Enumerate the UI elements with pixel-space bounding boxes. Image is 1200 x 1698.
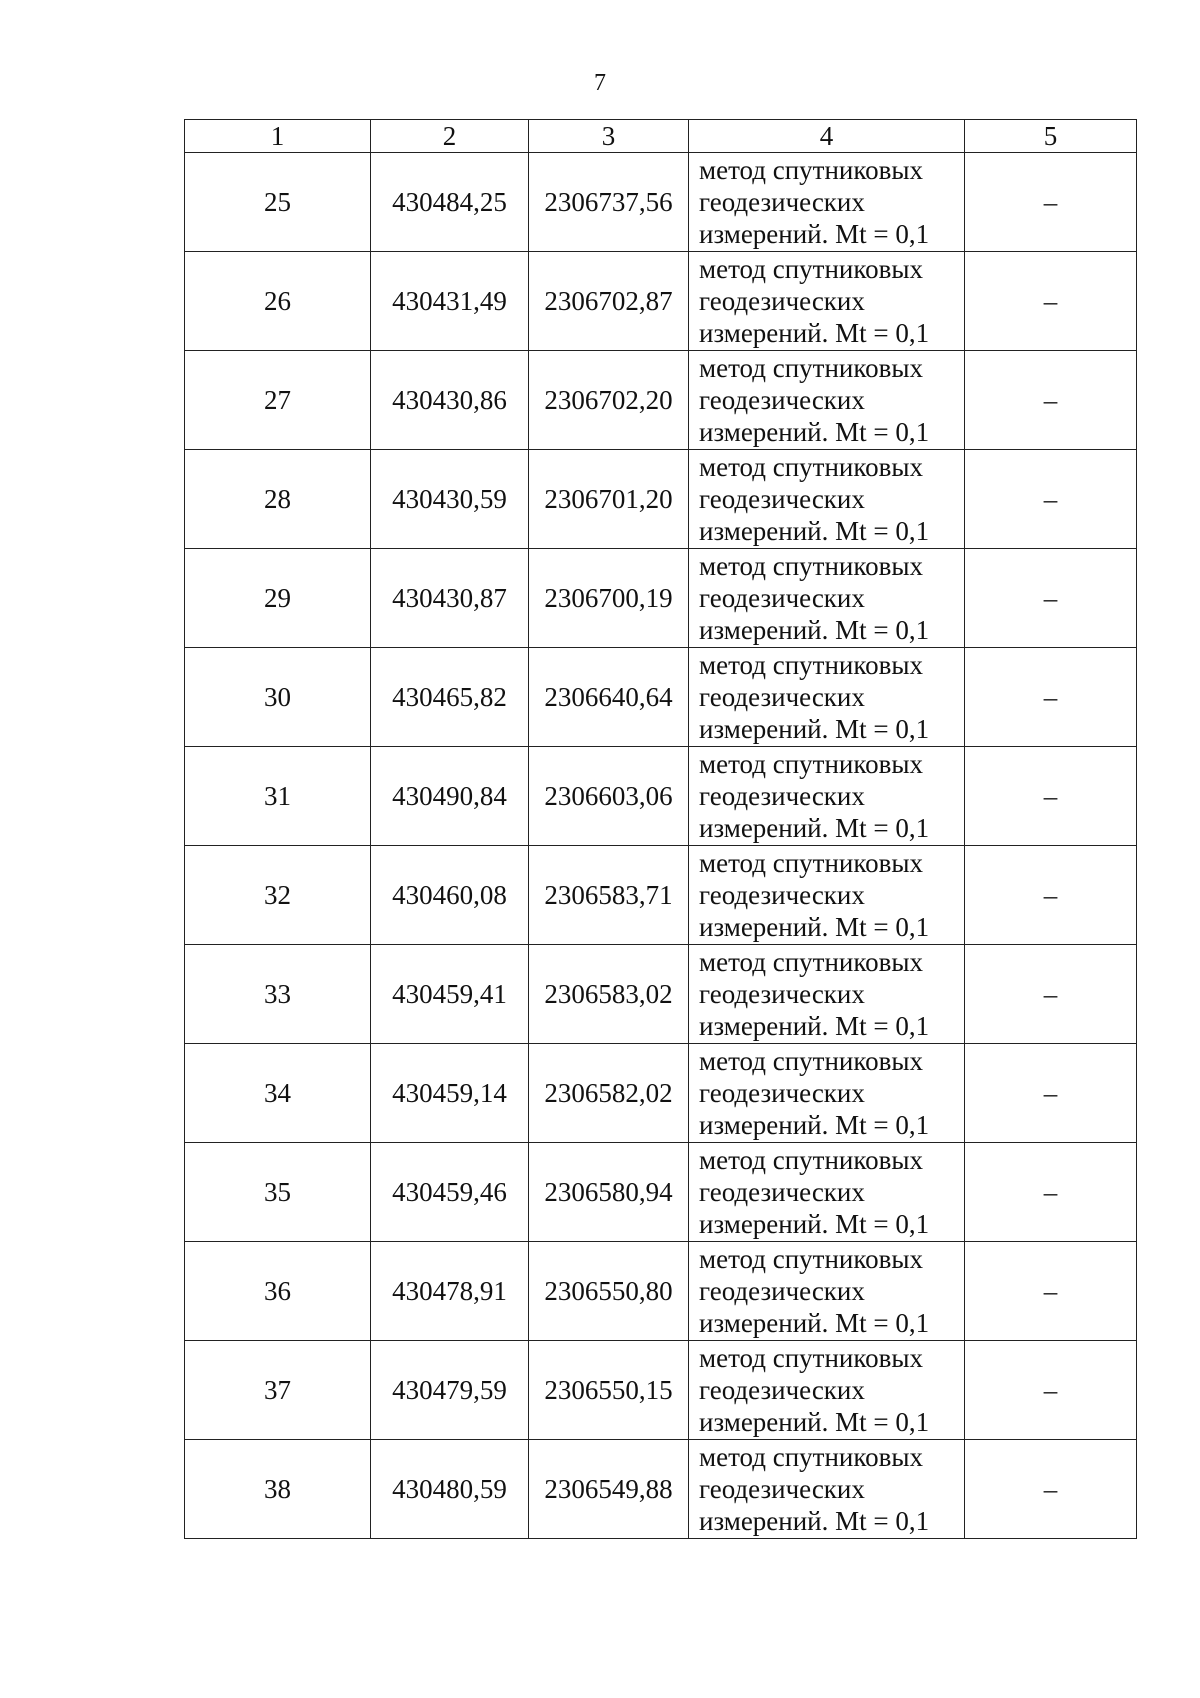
method-cell: [689, 1143, 965, 1242]
method-text-line: метод спутниковых: [699, 452, 923, 482]
method-text-line: геодезических: [699, 1276, 865, 1306]
point-number-cell: 38: [185, 1440, 371, 1539]
method-text-line: метод спутниковых: [699, 551, 923, 581]
y-coordinate-cell: 2306580,94: [529, 1143, 689, 1242]
method-text-line: геодезических: [699, 484, 865, 514]
point-number-cell: 32: [185, 846, 371, 945]
method-text-line: геодезических: [699, 880, 865, 910]
method-text-line: метод спутниковых: [699, 848, 923, 878]
method-text-line: измерений. Mt = 0,1: [699, 1011, 930, 1041]
x-coordinate-cell: 430459,46: [371, 1143, 529, 1242]
method-text-line: метод спутниковых: [699, 947, 923, 977]
y-coordinate-cell: 2306640,64: [529, 648, 689, 747]
coordinates-table: [184, 119, 1137, 1539]
table-row: [185, 1341, 1137, 1440]
method-text-line: измерений. Mt = 0,1: [699, 615, 930, 645]
table-body: [185, 153, 1137, 1539]
description-cell: –: [965, 450, 1137, 549]
point-number-cell: 26: [185, 252, 371, 351]
description-cell: –: [965, 1341, 1137, 1440]
table-row: [185, 1044, 1137, 1143]
method-text-line: измерений. Mt = 0,1: [699, 912, 930, 942]
description-cell: –: [965, 846, 1137, 945]
y-coordinate-cell: 2306583,71: [529, 846, 689, 945]
method-text-line: измерений. Mt = 0,1: [699, 516, 930, 546]
method-cell: [689, 549, 965, 648]
point-number-cell: 30: [185, 648, 371, 747]
method-text-line: измерений. Mt = 0,1: [699, 417, 930, 447]
table-row: [185, 648, 1137, 747]
description-cell: –: [965, 153, 1137, 252]
method-cell: [689, 351, 965, 450]
point-number-cell: 37: [185, 1341, 371, 1440]
x-coordinate-cell: 430460,08: [371, 846, 529, 945]
header-col-5: 5: [965, 120, 1137, 153]
description-cell: –: [965, 648, 1137, 747]
description-cell: –: [965, 1242, 1137, 1341]
y-coordinate-cell: 2306700,19: [529, 549, 689, 648]
method-text-line: метод спутниковых: [699, 1343, 923, 1373]
header-col-1: 1: [185, 120, 371, 153]
point-number-cell: 29: [185, 549, 371, 648]
method-cell: [689, 1044, 965, 1143]
table-row: [185, 252, 1137, 351]
description-cell: –: [965, 252, 1137, 351]
x-coordinate-cell: 430465,82: [371, 648, 529, 747]
method-text-line: геодезических: [699, 1078, 865, 1108]
point-number-cell: 35: [185, 1143, 371, 1242]
x-coordinate-cell: 430430,87: [371, 549, 529, 648]
method-text-line: измерений. Mt = 0,1: [699, 219, 930, 249]
y-coordinate-cell: 2306701,20: [529, 450, 689, 549]
x-coordinate-cell: 430480,59: [371, 1440, 529, 1539]
table-row: [185, 549, 1137, 648]
y-coordinate-cell: 2306702,87: [529, 252, 689, 351]
table-row: [185, 1143, 1137, 1242]
method-cell: [689, 450, 965, 549]
method-cell: [689, 747, 965, 846]
method-text-line: измерений. Mt = 0,1: [699, 1308, 930, 1338]
method-text-line: измерений. Mt = 0,1: [699, 1209, 930, 1239]
point-number-cell: 33: [185, 945, 371, 1044]
point-number-cell: 27: [185, 351, 371, 450]
point-number-cell: 31: [185, 747, 371, 846]
y-coordinate-cell: 2306737,56: [529, 153, 689, 252]
description-cell: –: [965, 1143, 1137, 1242]
x-coordinate-cell: 430430,86: [371, 351, 529, 450]
header-col-3: 3: [529, 120, 689, 153]
method-cell: [689, 1242, 965, 1341]
method-text-line: геодезических: [699, 1177, 865, 1207]
y-coordinate-cell: 2306603,06: [529, 747, 689, 846]
table-row: [185, 846, 1137, 945]
table-row: [185, 450, 1137, 549]
table-row: [185, 153, 1137, 252]
y-coordinate-cell: 2306550,15: [529, 1341, 689, 1440]
x-coordinate-cell: 430478,91: [371, 1242, 529, 1341]
method-text-line: измерений. Mt = 0,1: [699, 813, 930, 843]
table-row: [185, 945, 1137, 1044]
method-cell: [689, 252, 965, 351]
method-text-line: метод спутниковых: [699, 749, 923, 779]
method-text-line: метод спутниковых: [699, 650, 923, 680]
method-cell: [689, 846, 965, 945]
method-cell: [689, 153, 965, 252]
method-text-line: метод спутниковых: [699, 155, 923, 185]
method-text-line: измерений. Mt = 0,1: [699, 714, 930, 744]
table-row: [185, 351, 1137, 450]
method-text-line: геодезических: [699, 1474, 865, 1504]
table-row: [185, 1440, 1137, 1539]
point-number-cell: 34: [185, 1044, 371, 1143]
description-cell: –: [965, 747, 1137, 846]
page-number: 7: [594, 70, 606, 96]
x-coordinate-cell: 430459,41: [371, 945, 529, 1044]
method-text-line: геодезических: [699, 979, 865, 1009]
method-text-line: метод спутниковых: [699, 1442, 923, 1472]
x-coordinate-cell: 430484,25: [371, 153, 529, 252]
method-text-line: метод спутниковых: [699, 1145, 923, 1175]
method-text-line: метод спутниковых: [699, 353, 923, 383]
method-cell: [689, 1341, 965, 1440]
method-text-line: геодезических: [699, 583, 865, 613]
x-coordinate-cell: 430490,84: [371, 747, 529, 846]
description-cell: –: [965, 1044, 1137, 1143]
y-coordinate-cell: 2306550,80: [529, 1242, 689, 1341]
y-coordinate-cell: 2306583,02: [529, 945, 689, 1044]
x-coordinate-cell: 430479,59: [371, 1341, 529, 1440]
method-text-line: геодезических: [699, 385, 865, 415]
y-coordinate-cell: 2306582,02: [529, 1044, 689, 1143]
method-text-line: измерений. Mt = 0,1: [699, 1407, 930, 1437]
table-row: [185, 1242, 1137, 1341]
y-coordinate-cell: 2306702,20: [529, 351, 689, 450]
method-text-line: метод спутниковых: [699, 1046, 923, 1076]
x-coordinate-cell: 430431,49: [371, 252, 529, 351]
y-coordinate-cell: 2306549,88: [529, 1440, 689, 1539]
point-number-cell: 36: [185, 1242, 371, 1341]
method-text-line: геодезических: [699, 781, 865, 811]
header-col-4: 4: [689, 120, 965, 153]
method-text-line: геодезических: [699, 682, 865, 712]
x-coordinate-cell: 430430,59: [371, 450, 529, 549]
method-cell: [689, 945, 965, 1044]
description-cell: –: [965, 351, 1137, 450]
method-cell: [689, 648, 965, 747]
header-col-2: 2: [371, 120, 529, 153]
method-text-line: геодезических: [699, 187, 865, 217]
description-cell: –: [965, 549, 1137, 648]
method-text-line: измерений. Mt = 0,1: [699, 318, 930, 348]
method-text-line: метод спутниковых: [699, 254, 923, 284]
table-row: [185, 747, 1137, 846]
description-cell: –: [965, 1440, 1137, 1539]
description-cell: –: [965, 945, 1137, 1044]
method-text-line: измерений. Mt = 0,1: [699, 1110, 930, 1140]
x-coordinate-cell: 430459,14: [371, 1044, 529, 1143]
method-text-line: измерений. Mt = 0,1: [699, 1506, 930, 1536]
method-text-line: геодезических: [699, 286, 865, 316]
method-cell: [689, 1440, 965, 1539]
method-text-line: геодезических: [699, 1375, 865, 1405]
point-number-cell: 28: [185, 450, 371, 549]
point-number-cell: 25: [185, 153, 371, 252]
table-header-row: [185, 120, 1137, 153]
method-text-line: метод спутниковых: [699, 1244, 923, 1274]
